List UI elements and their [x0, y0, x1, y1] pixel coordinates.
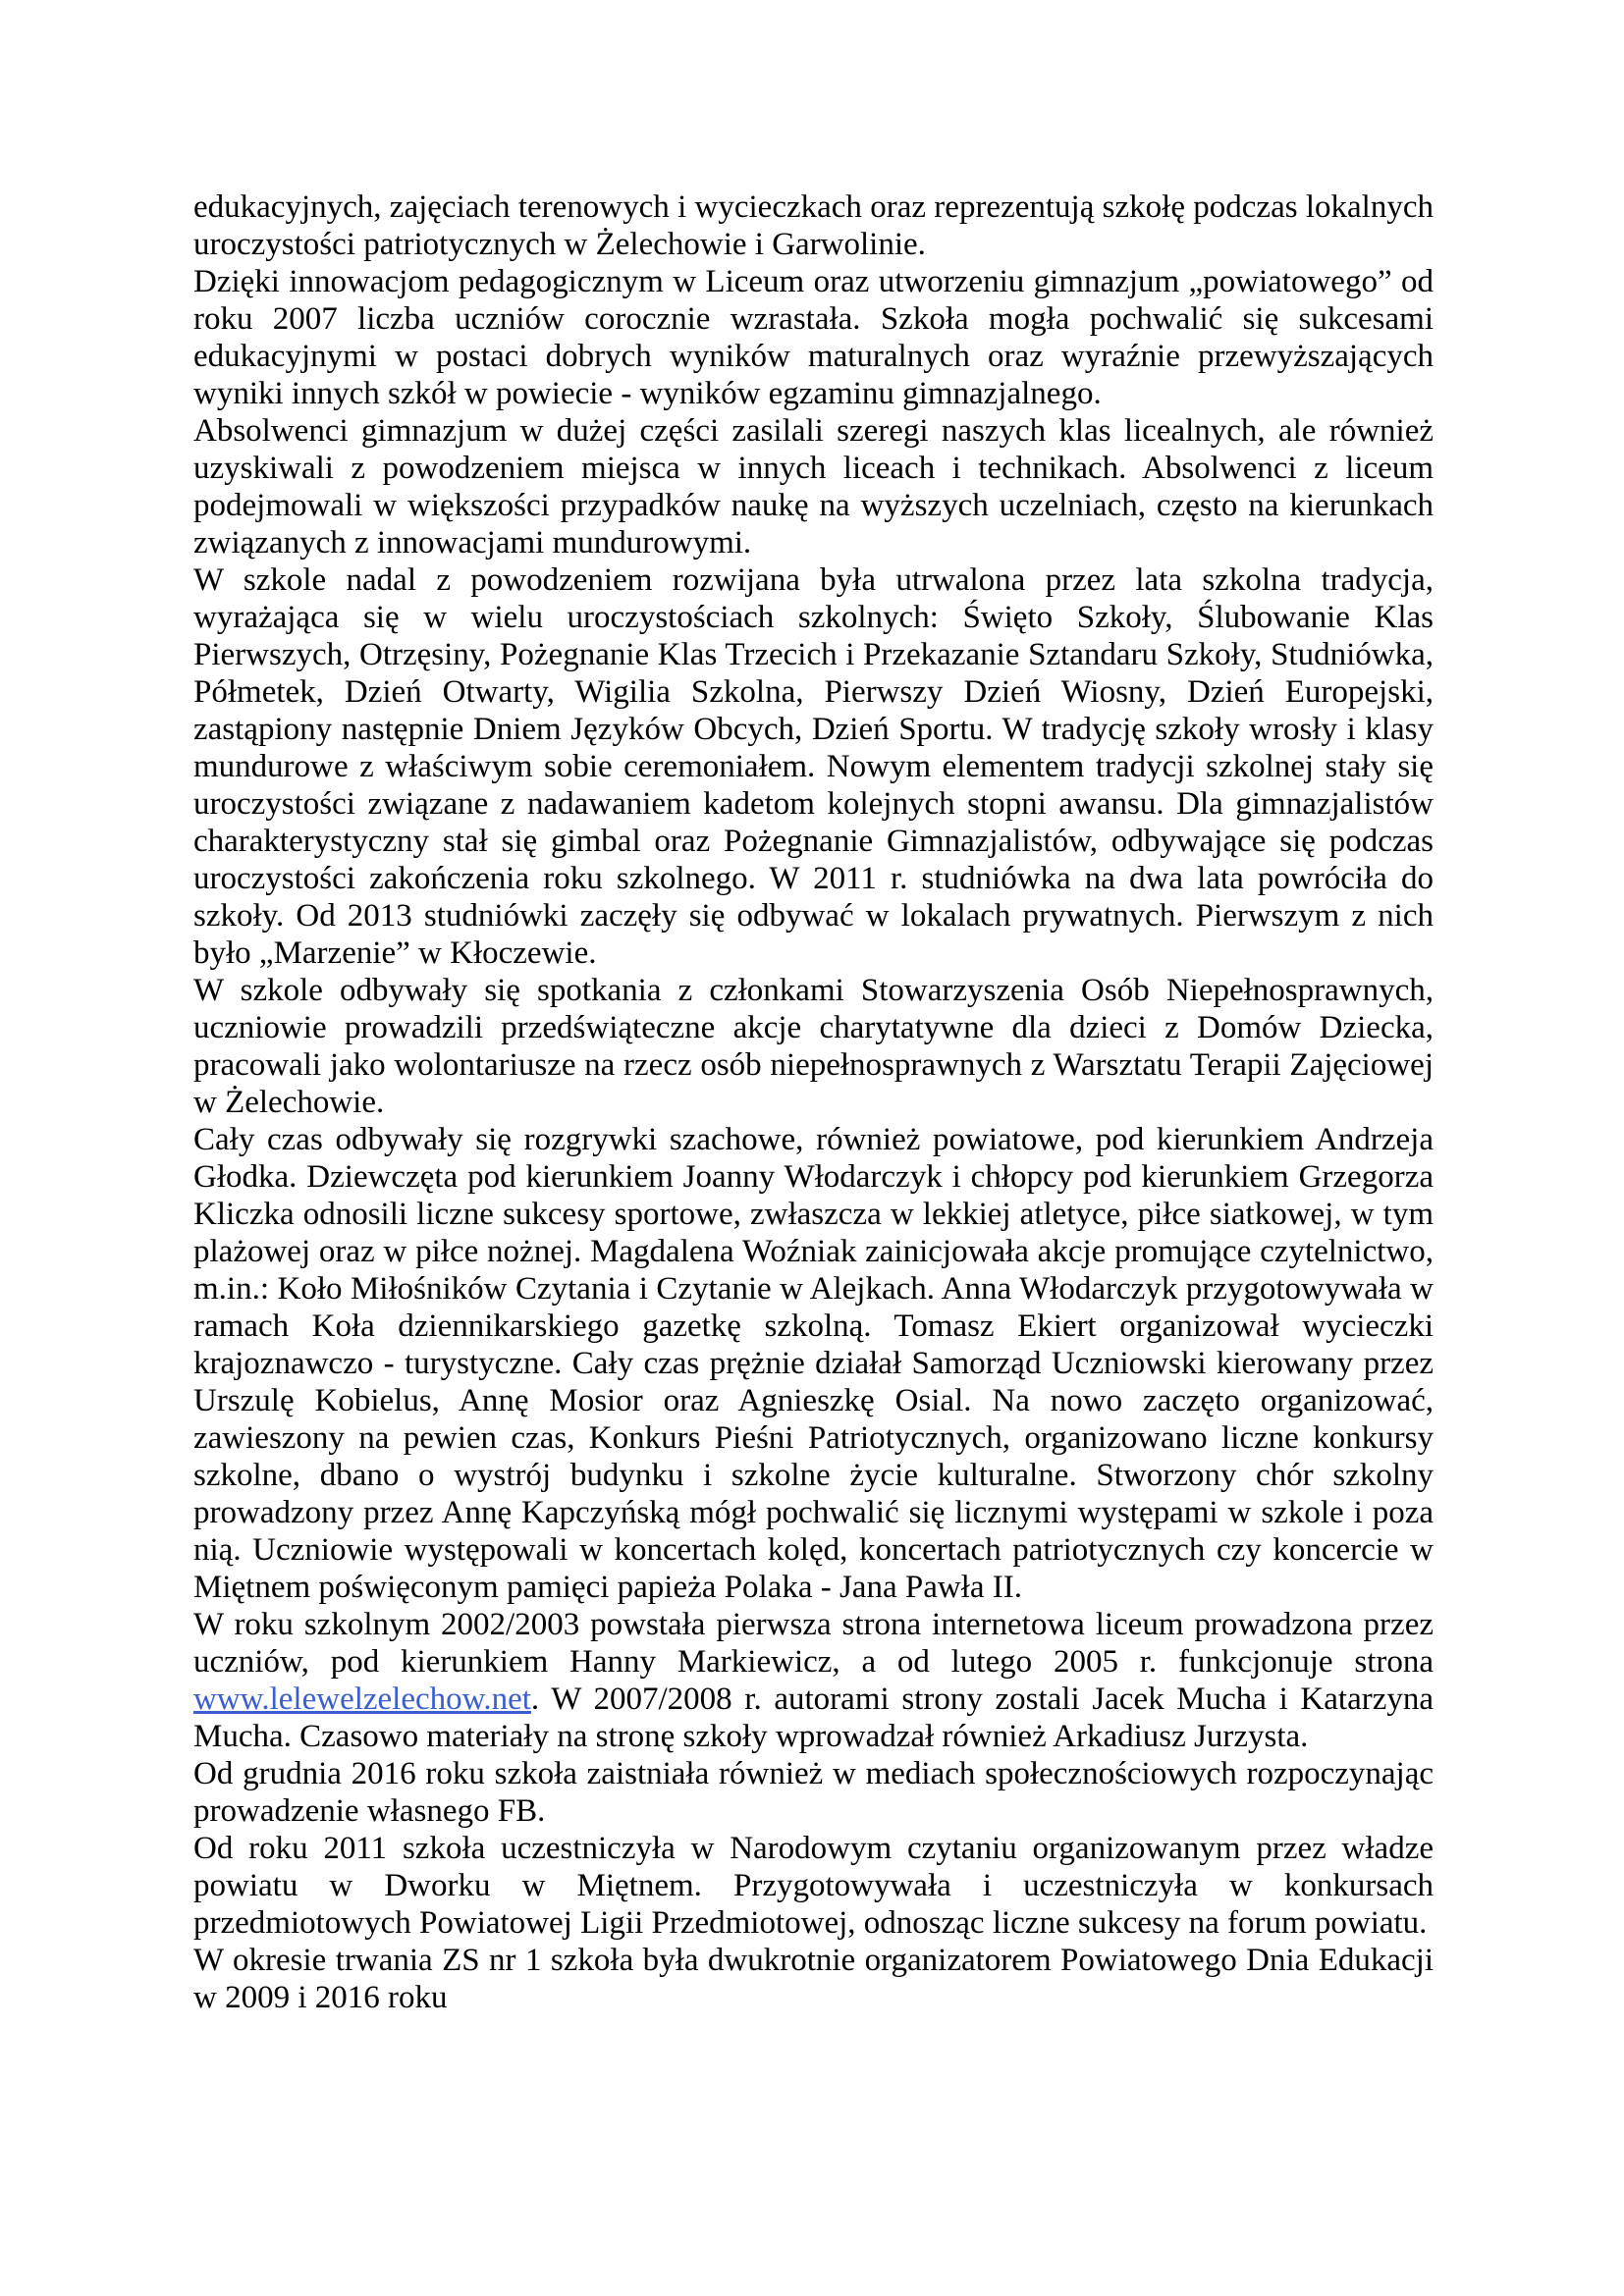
paragraph: Od grudnia 2016 roku szkoła zaistniała również w mediach społecznościowych rozpoczynając prowadzenie własnego FB.	[193, 1756, 1434, 1829]
paragraph-text-after-link: . W 2007/2008 r. autorami strony zostali Jacek Mucha i Katarzyna Mucha. Czasowo materiały na stronę szkoły wprowadzał również Arkadiusz Jurzysta.	[193, 1682, 1434, 1754]
paragraph: Cały czas odbywały się rozgrywki szachowe, również powiatowe, pod kierunkiem Andrzeja Głodka. Dziewczęta pod kierunkiem Joanny Włodarczyk i chłopcy pod kierunkiem Grzegorza Kliczka odnosili liczne sukcesy sportowe, zwłaszcza w lekkiej atletyce, piłce siatkowej, w tym plażowej oraz w piłce nożnej. Magdalena Woźniak zainicjowała akcje promujące czytelnictwo, m.in.: Koło Miłośników Czytania i Czytanie w Alejkach. Anna Włodarczyk przygotowywała w ramach Koła dziennikarskiego gazetkę szkolną. Tomasz Ekiert organizował wycieczki krajoznawczo - turystyczne. Cały czas prężnie działał Samorząd Uczniowski kierowany przez Urszulę Kobielus, Annę Mosior oraz Agnieszkę Osial. Na nowo zaczęto organizować, zawieszony na pewien czas, Konkurs Pieśni Patriotycznych, organizowano liczne konkursy szkolne, dbano o wystrój budynku i szkolne życie kulturalne. Stworzony chór szkolny prowadzony przez Annę Kapczyńską mógł pochwalić się licznymi występami w szkole i poza nią. Uczniowie występowali w koncertach kolęd, koncertach patriotycznych czy koncercie w Miętnem poświęconym pamięci papieża Polaka - Jana Pawła II.	[193, 1122, 1434, 1605]
paragraph: W okresie trwania ZS nr 1 szkoła była dwukrotnie organizatorem Powiatowego Dnia Edukacji w 2009 i 2016 roku	[193, 1943, 1434, 2015]
paragraph: Absolwenci gimnazjum w dużej części zasilali szeregi naszych klas licealnych, ale również uzyskiwali z powodzeniem miejsca w innych liceach i technikach. Absolwenci z liceum podejmowali w większości przypadków naukę na wyższych uczelniach, często na kierunkach związanych z innowacjami mundurowymi.	[193, 413, 1434, 561]
paragraph-with-link	[193, 1606, 1434, 1755]
paragraph: edukacyjnych, zajęciach terenowych i wycieczkach oraz reprezentują szkołę podczas lokalnych uroczystości patriotycznych w Żelechowie i Garwolinie.	[193, 189, 1434, 262]
document-body-text	[193, 188, 1434, 2016]
paragraph: W szkole nadal z powodzeniem rozwijana była utrwalona przez lata szkolna tradycja, wyrażająca się w wielu uroczystościach szkolnych: Święto Szkoły, Ślubowanie Klas Pierwszych, Otrzęsiny, Pożegnanie Klas Trzecich i Przekazanie Sztandaru Szkoły, Studniówka, Półmetek, Dzień Otwarty, Wigilia Szkolna, Pierwszy Dzień Wiosny, Dzień Europejski, zastąpiony następnie Dniem Języków Obcych, Dzień Sportu. W tradycję szkoły wrosły i klasy mundurowe z właściwym sobie ceremoniałem. Nowym elementem tradycji szkolnej stały się uroczystości związane z nadawaniem kadetom kolejnych stopni awansu. Dla gimnazjalistów charakterystyczny stał się gimbal oraz Pożegnanie Gimnazjalistów, odbywające się podczas uroczystości zakończenia roku szkolnego. W 2011 r. studniówka na dwa lata powróciła do szkoły. Od 2013 studniówki zaczęły się odbywać w lokalach prywatnych. Pierwszym z nich było „Marzenie” w Kłoczewie.	[193, 562, 1434, 971]
paragraph-text-before-link: W roku szkolnym 2002/2003 powstała pierwsza strona internetowa liceum prowadzona przez uczniów, pod kierunkiem Hanny Markiewicz, a od lutego 2005 r. funkcjonuje strona	[193, 1607, 1434, 1680]
paragraph: Dzięki innowacjom pedagogicznym w Liceum oraz utworzeniu gimnazjum „powiatowego” od roku 2007 liczba uczniów corocznie wzrastała. Szkoła mogła pochwalić się sukcesami edukacyjnymi w postaci dobrych wyników maturalnych oraz wyraźnie przewyższających wyniki innych szkół w powiecie - wyników egzaminu gimnazjalnego.	[193, 264, 1434, 411]
website-link[interactable]: www.lelewelzelechow.net	[193, 1682, 531, 1717]
paragraph: Od roku 2011 szkoła uczestniczyła w Narodowym czytaniu organizowanym przez władze powiatu w Dworku w Miętnem. Przygotowywała i uczestniczyła w konkursach przedmiotowych Powiatowej Ligii Przedmiotowej, odnosząc liczne sukcesy na forum powiatu.	[193, 1831, 1434, 1941]
paragraph: W szkole odbywały się spotkania z członkami Stowarzyszenia Osób Niepełnosprawnych, uczniowie prowadzili przedświąteczne akcje charytatywne dla dzieci z Domów Dziecka, pracowali jako wolontariusze na rzecz osób niepełnosprawnych z Warsztatu Terapii Zajęciowej w Żelechowie.	[193, 973, 1434, 1120]
